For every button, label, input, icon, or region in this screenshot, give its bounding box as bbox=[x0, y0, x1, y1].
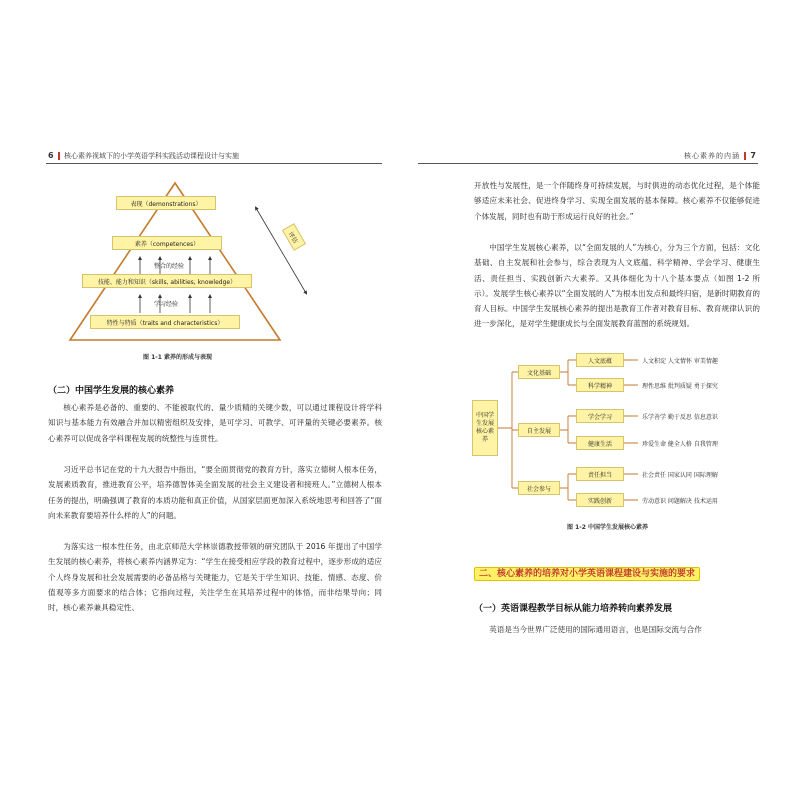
right-page-header bbox=[684, 151, 756, 161]
sub-learning-to-learn: 学会学习 bbox=[576, 409, 624, 423]
tree-root: 中国学生发展核心素养 bbox=[472, 400, 498, 456]
points-responsibility: 社会责任 国家认同 国际理解 bbox=[642, 472, 718, 479]
right-paragraph-3: 英语是当今世界广泛使用的国际通用语言，也是国际交流与合作 bbox=[489, 625, 702, 634]
right-subsection-title: （一）英语课程教学目标从能力培养转向素养发展 bbox=[474, 604, 673, 614]
left-header-rule bbox=[46, 163, 382, 164]
integrated-experience-label: 整合的经验 bbox=[154, 263, 185, 270]
figure-2-caption: 图 1-2 中国学生发展核心素养 bbox=[567, 524, 649, 531]
left-paragraph-3: 为落实这一根本性任务，由北京师范大学林崇德教授带领的研究团队于 2016 年提出了中国学生发展的核心素养，将核心素养内涵界定为：“学生在接受相应学段的教育过程中，逐步形成的适应个人终身发展和社会发展需要的必备品格与关键能力，它是关于学生知识、技能、情感、态度、价值观等多方面要求的结合体；它指向过程，关注学生在其培养过程中的体悟，而非结果导向；同时，核心素养兼具稳定性、 bbox=[48, 542, 382, 613]
right-section-title bbox=[474, 566, 700, 579]
branch-autonomous-development: 自主发展 bbox=[518, 423, 560, 437]
sub-practice-innovation: 实践创新 bbox=[576, 493, 624, 507]
right-section-title-text: 二、核心素养的培养对小学英语课程建设与实施的要求 bbox=[474, 567, 700, 581]
right-paragraph-2: 中国学生发展核心素养，以“全面发展的人”为核心，分为三个方面，包括：文化基础、自主发展和社会参与，综合表现为人文底蕴、科学精神、学会学习、健康生活、责任担当、实践创新六大素养。又具体细化为十八个基本要点（如图 1-2 所示）。发展学生核心素养以“全面发展的人”为根本出发点和最终归宿，是新时期教育的育人目标。中国学生发展核心素养的提出是教育工作者对教育目标、教育规律认识的进一步深化，是对学生健康成长与全面发展教育蓝图的系统规划。 bbox=[474, 243, 760, 329]
points-humanistic-heritage: 人文积淀 人文情怀 审美情趣 bbox=[642, 358, 718, 365]
points-practice-innovation: 劳动意识 问题解决 技术运用 bbox=[642, 498, 718, 505]
right-page-number: 7 bbox=[750, 151, 756, 160]
left-section-title: （二）中国学生发展的核心素养 bbox=[48, 386, 175, 396]
left-running-title: 核心素养视域下的小学英语学科实践活动课程设计与实施 bbox=[64, 152, 240, 160]
pyramid-level-competences: 素养（competences） bbox=[112, 236, 222, 250]
learning-experience-label: 学习经验 bbox=[154, 301, 179, 308]
sub-healthy-living: 健康生活 bbox=[576, 436, 624, 450]
sub-humanistic-heritage: 人文底蕴 bbox=[576, 353, 624, 367]
branch-social-participation: 社会参与 bbox=[518, 481, 560, 495]
header-bar-mark bbox=[58, 152, 60, 160]
points-learning-to-learn: 乐学善学 勤于反思 信息意识 bbox=[642, 414, 718, 421]
points-healthy-living: 珍爱生命 健全人格 自我管理 bbox=[642, 441, 718, 448]
points-scientific-spirit: 理性思维 批判质疑 勇于探究 bbox=[642, 383, 718, 390]
right-header-rule bbox=[418, 163, 758, 164]
competence-pyramid-figure bbox=[60, 178, 370, 348]
pyramid-level-demonstrations: 表现（demonstrations） bbox=[116, 196, 216, 210]
header-bar-mark bbox=[744, 152, 746, 160]
left-page-header bbox=[48, 151, 239, 161]
pyramid-level-skills: 技能、能力和知识（skills, abilities, knowledge） bbox=[82, 274, 252, 288]
assessment-side-label: 评估 bbox=[282, 223, 306, 251]
right-paragraph-1: 开放性与发展性，是一个伴随终身可持续发展，与时俱进的动态优化过程，是个体能够适应未来社会、促进终身学习、实现全面发展的基本保障。核心素养不仅能够促进个体发展，同时也有助于形成运行良好的社会。” bbox=[474, 181, 760, 221]
branch-cultural-foundation: 文化基础 bbox=[518, 365, 560, 379]
core-literacy-tree-figure bbox=[472, 350, 772, 520]
sub-scientific-spirit: 科学精神 bbox=[576, 378, 624, 392]
pyramid-level-traits: 特性与特质（traits and characteristics） bbox=[90, 315, 240, 329]
right-running-title: 核心素养的内涵 bbox=[683, 152, 740, 160]
figure-1-caption: 图 1-1 素养的形成与表现 bbox=[143, 354, 213, 361]
sub-responsibility: 责任担当 bbox=[576, 467, 624, 481]
left-page-number: 6 bbox=[48, 151, 54, 160]
left-paragraph-1: 核心素养是必备的、重要的、不能被取代的、量少质精的关键少数，可以通过课程设计将学科知识与基本能力有效融合并加以精密组织及安排，是可学习、可教学、可评量的关键必要素养。核心素养可以促成各学科课程发展的统整性与连贯性。 bbox=[48, 403, 382, 443]
left-paragraph-2: 习近平总书记在党的十九大报告中指出，“要全面贯彻党的教育方针，落实立德树人根本任务，发展素质教育，推进教育公平，培养德智体美全面发展的社会主义建设者和接班人。”立德树人根本任务的提出，明确强调了教育的本质功能和真正价值，从国家层面更加深入系统地思考和回答了“面向未来教育要培养什么样的人”的问题。 bbox=[48, 465, 382, 520]
